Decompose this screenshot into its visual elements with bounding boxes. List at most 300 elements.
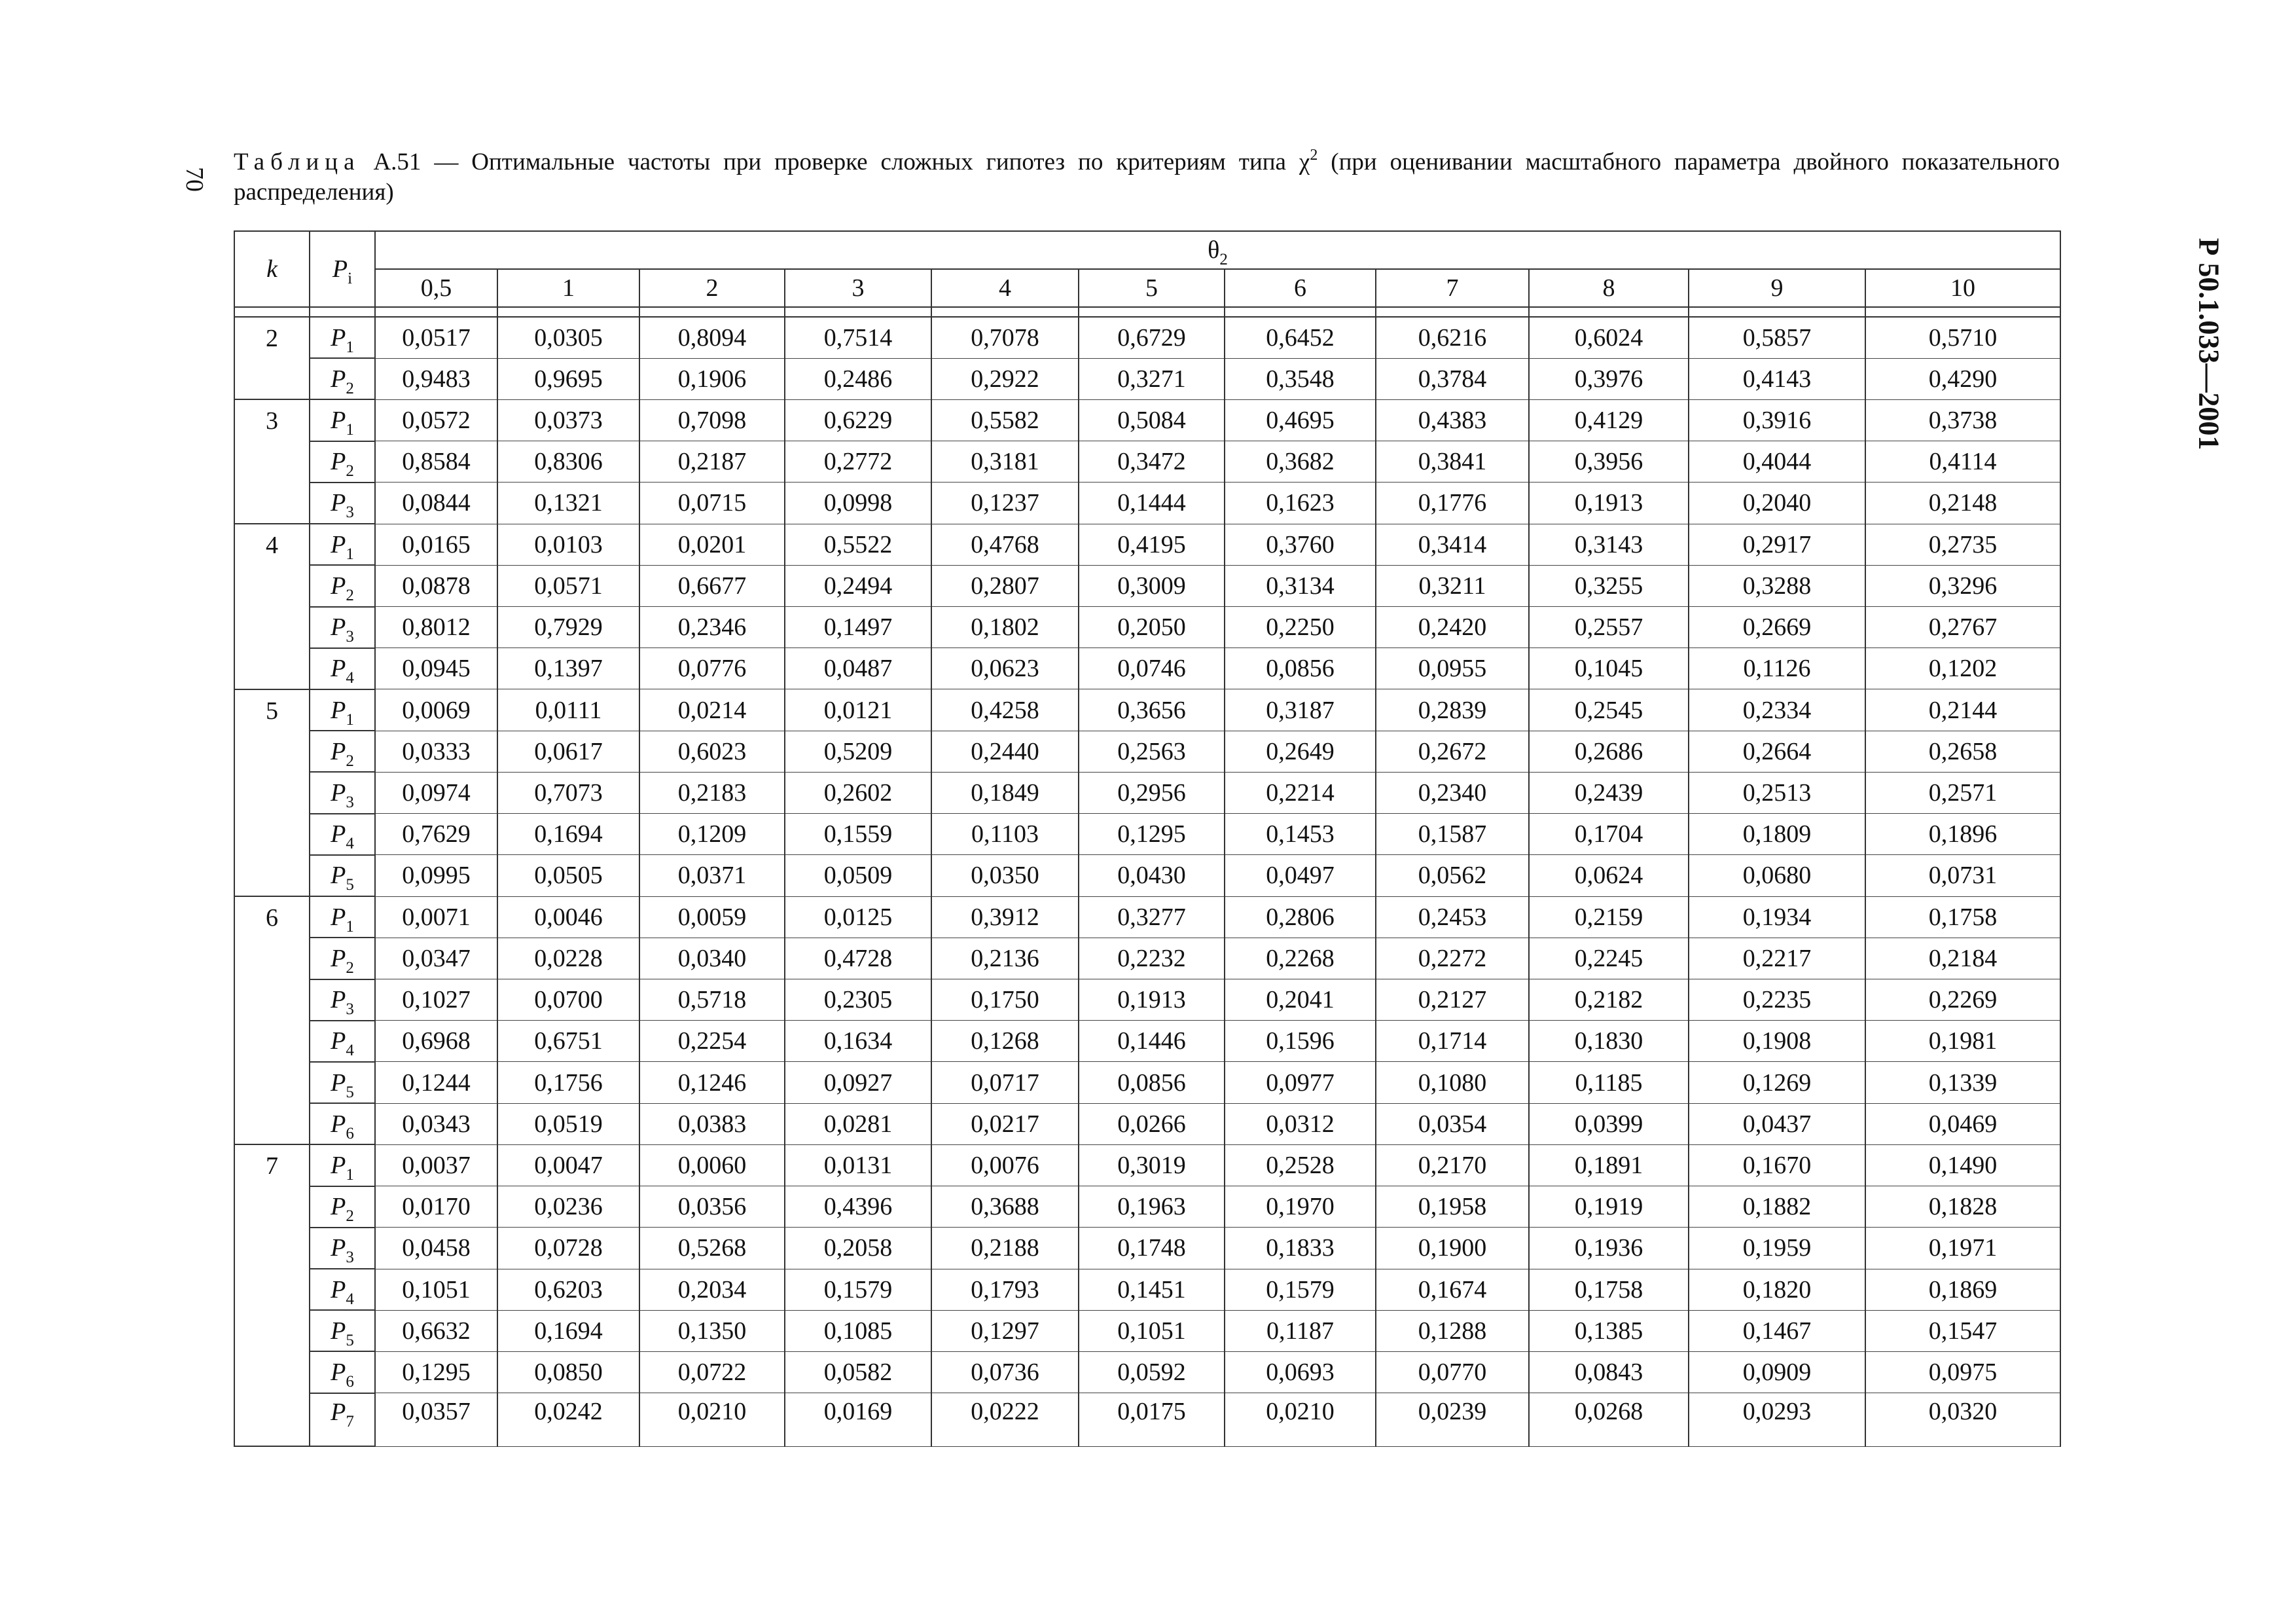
value-cell: 0,7929: [497, 607, 639, 648]
value-cell: 0,7514: [785, 317, 931, 358]
value-cell: 0,0571: [497, 565, 639, 606]
value-cell: 0,2513: [1689, 772, 1865, 813]
value-cell: 0,0975: [1865, 1351, 2060, 1393]
value-cell: 0,1244: [375, 1062, 497, 1103]
value-cell: 0,1913: [1079, 979, 1225, 1021]
p-cell: $P_6$: [310, 1351, 375, 1393]
value-cell: 0,4114: [1865, 441, 2060, 483]
value-cell: 0,1295: [375, 1351, 497, 1393]
value-cell: 0,1269: [1689, 1062, 1865, 1103]
value-cell: 0,0856: [1079, 1062, 1225, 1103]
value-cell: 0,6452: [1225, 317, 1376, 358]
value-cell: 0,0850: [497, 1351, 639, 1393]
value-cell: 0,8094: [639, 317, 785, 358]
value-cell: 0,2545: [1529, 689, 1689, 731]
table-row: [234, 1021, 2060, 1062]
value-cell: 0,0121: [785, 689, 931, 731]
table-row: [234, 358, 2060, 399]
table-row: [234, 896, 2060, 938]
value-cell: 0,1891: [1529, 1144, 1689, 1186]
value-cell: 0,2170: [1376, 1144, 1529, 1186]
value-cell: 0,0170: [375, 1186, 497, 1228]
value-cell: 0,0487: [785, 648, 931, 689]
p-cell: $P_2$: [310, 441, 375, 483]
value-cell: 0,1397: [497, 648, 639, 689]
value-cell: 0,2268: [1225, 938, 1376, 979]
p-cell: $P_2$: [310, 565, 375, 606]
column-header: 7: [1376, 269, 1529, 307]
value-cell: 0,2058: [785, 1228, 931, 1269]
value-cell: 0,2187: [639, 441, 785, 483]
value-cell: 0,0469: [1865, 1103, 2060, 1144]
value-cell: 0,2658: [1865, 731, 2060, 772]
value-cell: 0,2922: [931, 358, 1079, 399]
value-cell: 0,2420: [1376, 607, 1529, 648]
value-cell: 0,2034: [639, 1269, 785, 1310]
value-cell: 0,1080: [1376, 1062, 1529, 1103]
value-cell: 0,0843: [1529, 1351, 1689, 1393]
value-cell: 0,1936: [1529, 1228, 1689, 1269]
value-cell: 0,1350: [639, 1310, 785, 1351]
value-cell: 0,5710: [1865, 317, 2060, 358]
value-cell: 0,0399: [1529, 1103, 1689, 1144]
column-header: 9: [1689, 269, 1865, 307]
value-cell: 0,4290: [1865, 358, 2060, 399]
value-cell: 0,2806: [1225, 896, 1376, 938]
value-cell: 0,1820: [1689, 1269, 1865, 1310]
value-cell: 0,1385: [1529, 1310, 1689, 1351]
value-cell: 0,6229: [785, 399, 931, 441]
value-cell: 0,2453: [1376, 896, 1529, 938]
value-cell: 0,0776: [639, 648, 785, 689]
value-cell: 0,0437: [1689, 1103, 1865, 1144]
column-header: 4: [931, 269, 1079, 307]
value-cell: 0,0210: [1225, 1393, 1376, 1446]
value-cell: 0,1704: [1529, 814, 1689, 855]
value-cell: 0,0373: [497, 399, 639, 441]
value-cell: 0,2214: [1225, 772, 1376, 813]
table-row: [234, 399, 2060, 441]
value-cell: 0,2602: [785, 772, 931, 813]
value-cell: 0,2649: [1225, 731, 1376, 772]
value-cell: 0,0347: [375, 938, 497, 979]
value-cell: 0,2563: [1079, 731, 1225, 772]
value-cell: 0,0069: [375, 689, 497, 731]
value-cell: 0,2735: [1865, 524, 2060, 565]
value-cell: 0,0945: [375, 648, 497, 689]
value-cell: 0,1579: [785, 1269, 931, 1310]
value-cell: 0,7629: [375, 814, 497, 855]
separator-cell: [785, 307, 931, 317]
value-cell: 0,2334: [1689, 689, 1865, 731]
value-cell: 0,2340: [1376, 772, 1529, 813]
value-cell: 0,0217: [931, 1103, 1079, 1144]
value-cell: 0,3784: [1376, 358, 1529, 399]
table-row: [234, 1269, 2060, 1310]
value-cell: 0,0312: [1225, 1103, 1376, 1144]
value-cell: 0,0717: [931, 1062, 1079, 1103]
value-cell: 0,1288: [1376, 1310, 1529, 1351]
value-cell: 0,1297: [931, 1310, 1079, 1351]
p-cell: $P_5$: [310, 1062, 375, 1103]
header-separator: [234, 307, 2060, 317]
value-cell: 0,0371: [639, 855, 785, 896]
value-cell: 0,0214: [639, 689, 785, 731]
p-cell: $P_1$: [310, 689, 375, 731]
table-row: [234, 1310, 2060, 1351]
value-cell: 0,1596: [1225, 1021, 1376, 1062]
value-cell: 0,2557: [1529, 607, 1689, 648]
value-cell: 0,1490: [1865, 1144, 2060, 1186]
value-cell: 0,4195: [1079, 524, 1225, 565]
table-row: [234, 689, 2060, 731]
value-cell: 0,0770: [1376, 1351, 1529, 1393]
p-cell: $P_5$: [310, 1310, 375, 1351]
value-cell: 0,0340: [639, 938, 785, 979]
value-cell: 0,2807: [931, 565, 1079, 606]
table-row: [234, 565, 2060, 606]
table-caption: [234, 147, 2060, 208]
value-cell: 0,0305: [497, 317, 639, 358]
table-row: [234, 979, 2060, 1021]
p-cell: $P_3$: [310, 1228, 375, 1269]
p-cell: $P_4$: [310, 1269, 375, 1310]
value-cell: 0,0266: [1079, 1103, 1225, 1144]
table-row: [234, 731, 2060, 772]
column-header: 2: [639, 269, 785, 307]
value-cell: 0,0320: [1865, 1393, 2060, 1446]
value-cell: 0,2041: [1225, 979, 1376, 1021]
separator-cell: [1689, 307, 1865, 317]
value-cell: 0,0111: [497, 689, 639, 731]
value-cell: 0,4695: [1225, 399, 1376, 441]
table-row: [234, 814, 2060, 855]
separator-cell: [234, 307, 310, 317]
value-cell: 0,1085: [785, 1310, 931, 1351]
value-cell: 0,2159: [1529, 896, 1689, 938]
value-cell: 0,1981: [1865, 1021, 2060, 1062]
value-cell: 0,4768: [931, 524, 1079, 565]
p-cell: $P_1$: [310, 317, 375, 358]
value-cell: 0,2439: [1529, 772, 1689, 813]
value-cell: 0,1882: [1689, 1186, 1865, 1228]
value-cell: 0,1756: [497, 1062, 639, 1103]
value-cell: 0,0059: [639, 896, 785, 938]
value-cell: 0,1202: [1865, 648, 2060, 689]
value-cell: 0,2188: [931, 1228, 1079, 1269]
value-cell: 0,1103: [931, 814, 1079, 855]
value-cell: 0,1802: [931, 607, 1079, 648]
value-cell: 0,3134: [1225, 565, 1376, 606]
value-cell: 0,3271: [1079, 358, 1225, 399]
document-code: Р 50.1.033—2001: [2193, 238, 2225, 450]
value-cell: 0,1963: [1079, 1186, 1225, 1228]
header-k: k: [234, 231, 310, 307]
k-cell: 6: [234, 896, 310, 1144]
value-cell: 0,0617: [497, 731, 639, 772]
value-cell: 0,3548: [1225, 358, 1376, 399]
value-cell: 0,4728: [785, 938, 931, 979]
header-p: $P_i$: [310, 231, 375, 307]
separator-cell: [931, 307, 1079, 317]
p-cell: $P_1$: [310, 399, 375, 441]
value-cell: 0,3187: [1225, 689, 1376, 731]
p-cell: $P_3$: [310, 607, 375, 648]
value-cell: 0,2050: [1079, 607, 1225, 648]
value-cell: 0,1446: [1079, 1021, 1225, 1062]
value-cell: 0,0047: [497, 1144, 639, 1186]
value-cell: 0,2254: [639, 1021, 785, 1062]
value-cell: 0,0909: [1689, 1351, 1865, 1393]
value-cell: 0,0592: [1079, 1351, 1225, 1393]
value-cell: 0,1634: [785, 1021, 931, 1062]
column-header: 6: [1225, 269, 1376, 307]
value-cell: 0,0228: [497, 938, 639, 979]
value-cell: 0,1809: [1689, 814, 1865, 855]
value-cell: 0,1748: [1079, 1228, 1225, 1269]
p-cell: $P_4$: [310, 1021, 375, 1062]
value-cell: 0,2486: [785, 358, 931, 399]
value-cell: 0,4383: [1376, 399, 1529, 441]
value-cell: 0,2144: [1865, 689, 2060, 731]
value-cell: 0,1896: [1865, 814, 2060, 855]
value-cell: 0,2346: [639, 607, 785, 648]
value-cell: 0,0562: [1376, 855, 1529, 896]
value-cell: 0,0060: [639, 1144, 785, 1186]
value-cell: 0,1237: [931, 483, 1079, 524]
value-cell: 0,0333: [375, 731, 497, 772]
value-cell: 0,0343: [375, 1103, 497, 1144]
table-row: [234, 938, 2060, 979]
value-cell: 0,2250: [1225, 607, 1376, 648]
value-cell: 0,1959: [1689, 1228, 1865, 1269]
value-cell: 0,6968: [375, 1021, 497, 1062]
value-cell: 0,1694: [497, 814, 639, 855]
value-cell: 0,0746: [1079, 648, 1225, 689]
value-cell: 0,1830: [1529, 1021, 1689, 1062]
value-cell: 0,0974: [375, 772, 497, 813]
value-cell: 0,5084: [1079, 399, 1225, 441]
value-cell: 0,1027: [375, 979, 497, 1021]
table-row: [234, 524, 2060, 565]
value-cell: 0,0354: [1376, 1103, 1529, 1144]
value-cell: 0,3143: [1529, 524, 1689, 565]
value-cell: 0,2686: [1529, 731, 1689, 772]
p-cell: $P_7$: [310, 1393, 375, 1446]
value-cell: 0,4129: [1529, 399, 1689, 441]
value-cell: 0,0722: [639, 1351, 785, 1393]
value-cell: 0,2839: [1376, 689, 1529, 731]
separator-cell: [1079, 307, 1225, 317]
value-cell: 0,2772: [785, 441, 931, 483]
value-cell: 0,0856: [1225, 648, 1376, 689]
value-cell: 0,0239: [1376, 1393, 1529, 1446]
value-cell: 0,2272: [1376, 938, 1529, 979]
value-cell: 0,2664: [1689, 731, 1865, 772]
p-cell: $P_1$: [310, 896, 375, 938]
value-cell: 0,0430: [1079, 855, 1225, 896]
column-header: 10: [1865, 269, 2060, 307]
value-cell: 0,6216: [1376, 317, 1529, 358]
value-cell: 0,1934: [1689, 896, 1865, 938]
value-cell: 0,0505: [497, 855, 639, 896]
value-cell: 0,1547: [1865, 1310, 2060, 1351]
value-cell: 0,2528: [1225, 1144, 1376, 1186]
value-cell: 0,4396: [785, 1186, 931, 1228]
value-cell: 0,2040: [1689, 483, 1865, 524]
value-cell: 0,2305: [785, 979, 931, 1021]
value-cell: 0,0356: [639, 1186, 785, 1228]
page-number: 70: [181, 167, 208, 192]
value-cell: 0,3255: [1529, 565, 1689, 606]
value-cell: 0,1587: [1376, 814, 1529, 855]
value-cell: 0,1714: [1376, 1021, 1529, 1062]
value-cell: 0,3211: [1376, 565, 1529, 606]
value-cell: 0,0955: [1376, 648, 1529, 689]
value-cell: 0,9483: [375, 358, 497, 399]
value-cell: 0,6023: [639, 731, 785, 772]
value-cell: 0,0517: [375, 317, 497, 358]
value-cell: 0,2494: [785, 565, 931, 606]
value-cell: 0,1623: [1225, 483, 1376, 524]
k-cell: 3: [234, 399, 310, 524]
p-cell: $P_2$: [310, 938, 375, 979]
column-header: 3: [785, 269, 931, 307]
p-cell: $P_2$: [310, 358, 375, 399]
value-cell: 0,5718: [639, 979, 785, 1021]
value-cell: 0,1919: [1529, 1186, 1689, 1228]
value-cell: 0,2127: [1376, 979, 1529, 1021]
table-row: [234, 441, 2060, 483]
separator-cell: [1225, 307, 1376, 317]
k-cell: 7: [234, 1144, 310, 1446]
value-cell: 0,2672: [1376, 731, 1529, 772]
table-row: [234, 772, 2060, 813]
separator-cell: [1529, 307, 1689, 317]
value-cell: 0,2269: [1865, 979, 2060, 1021]
value-cell: 0,2184: [1865, 938, 2060, 979]
value-cell: 0,1339: [1865, 1062, 2060, 1103]
value-cell: 0,1185: [1529, 1062, 1689, 1103]
value-cell: 0,0728: [497, 1228, 639, 1269]
value-cell: 0,0623: [931, 648, 1079, 689]
value-cell: 0,3656: [1079, 689, 1225, 731]
chi-exponent: 2: [1310, 147, 1318, 164]
caption-text: А.51 — Оптимальные частоты при проверке сложных гипотез по критериям типа χ: [373, 149, 1310, 175]
value-cell: 0,0624: [1529, 855, 1689, 896]
value-cell: 0,0509: [785, 855, 931, 896]
value-cell: 0,0700: [497, 979, 639, 1021]
value-cell: 0,1453: [1225, 814, 1376, 855]
table-row: [234, 483, 2060, 524]
value-cell: 0,1906: [639, 358, 785, 399]
table-row: [234, 317, 2060, 358]
value-cell: 0,1970: [1225, 1186, 1376, 1228]
table-row: [234, 855, 2060, 896]
value-cell: 0,1444: [1079, 483, 1225, 524]
value-cell: 0,1793: [931, 1269, 1079, 1310]
value-cell: 0,0293: [1689, 1393, 1865, 1446]
p-cell: $P_2$: [310, 731, 375, 772]
value-cell: 0,3916: [1689, 399, 1865, 441]
value-cell: 0,0350: [931, 855, 1079, 896]
value-cell: 0,2183: [639, 772, 785, 813]
value-cell: 0,0519: [497, 1103, 639, 1144]
value-cell: 0,9695: [497, 358, 639, 399]
value-cell: 0,0131: [785, 1144, 931, 1186]
p-cell: $P_4$: [310, 648, 375, 689]
value-cell: 0,0731: [1865, 855, 2060, 896]
value-cell: 0,2956: [1079, 772, 1225, 813]
column-header-row: [234, 269, 2060, 307]
value-cell: 0,1674: [1376, 1269, 1529, 1310]
value-cell: 0,0458: [375, 1228, 497, 1269]
value-cell: 0,0125: [785, 896, 931, 938]
value-cell: 0,6677: [639, 565, 785, 606]
value-cell: 0,7078: [931, 317, 1079, 358]
value-cell: 0,0046: [497, 896, 639, 938]
separator-cell: [497, 307, 639, 317]
value-cell: 0,0878: [375, 565, 497, 606]
value-cell: 0,1913: [1529, 483, 1689, 524]
value-cell: 0,0076: [931, 1144, 1079, 1186]
value-cell: 0,2217: [1689, 938, 1865, 979]
value-cell: 0,0383: [639, 1103, 785, 1144]
value-cell: 0,6203: [497, 1269, 639, 1310]
value-cell: 0,4258: [931, 689, 1079, 731]
table-row: [234, 1351, 2060, 1393]
value-cell: 0,1758: [1529, 1269, 1689, 1310]
value-cell: 0,0103: [497, 524, 639, 565]
value-cell: 0,3688: [931, 1186, 1079, 1228]
column-header: 8: [1529, 269, 1689, 307]
value-cell: 0,0977: [1225, 1062, 1376, 1103]
value-cell: 0,1045: [1529, 648, 1689, 689]
value-cell: 0,0715: [639, 483, 785, 524]
value-cell: 0,1776: [1376, 483, 1529, 524]
value-cell: 0,1694: [497, 1310, 639, 1351]
value-cell: 0,0165: [375, 524, 497, 565]
value-cell: 0,2669: [1689, 607, 1865, 648]
value-cell: 0,5522: [785, 524, 931, 565]
table-row: [234, 1103, 2060, 1144]
table-row: [234, 1393, 2060, 1446]
value-cell: 0,1833: [1225, 1228, 1376, 1269]
value-cell: 0,8584: [375, 441, 497, 483]
value-cell: 0,4143: [1689, 358, 1865, 399]
value-cell: 0,0736: [931, 1351, 1079, 1393]
value-cell: 0,0175: [1079, 1393, 1225, 1446]
p-cell: $P_3$: [310, 979, 375, 1021]
value-cell: 0,0582: [785, 1351, 931, 1393]
value-cell: 0,8012: [375, 607, 497, 648]
value-cell: 0,7073: [497, 772, 639, 813]
value-cell: 0,1051: [1079, 1310, 1225, 1351]
value-cell: 0,6632: [375, 1310, 497, 1351]
value-cell: 0,1869: [1865, 1269, 2060, 1310]
value-cell: 0,2917: [1689, 524, 1865, 565]
value-cell: 0,2232: [1079, 938, 1225, 979]
value-cell: 0,0169: [785, 1393, 931, 1446]
value-cell: 0,0927: [785, 1062, 931, 1103]
value-cell: 0,5268: [639, 1228, 785, 1269]
value-cell: 0,1971: [1865, 1228, 2060, 1269]
value-cell: 0,3760: [1225, 524, 1376, 565]
column-header: 5: [1079, 269, 1225, 307]
value-cell: 0,0995: [375, 855, 497, 896]
value-cell: 0,1246: [639, 1062, 785, 1103]
value-cell: 0,1268: [931, 1021, 1079, 1062]
